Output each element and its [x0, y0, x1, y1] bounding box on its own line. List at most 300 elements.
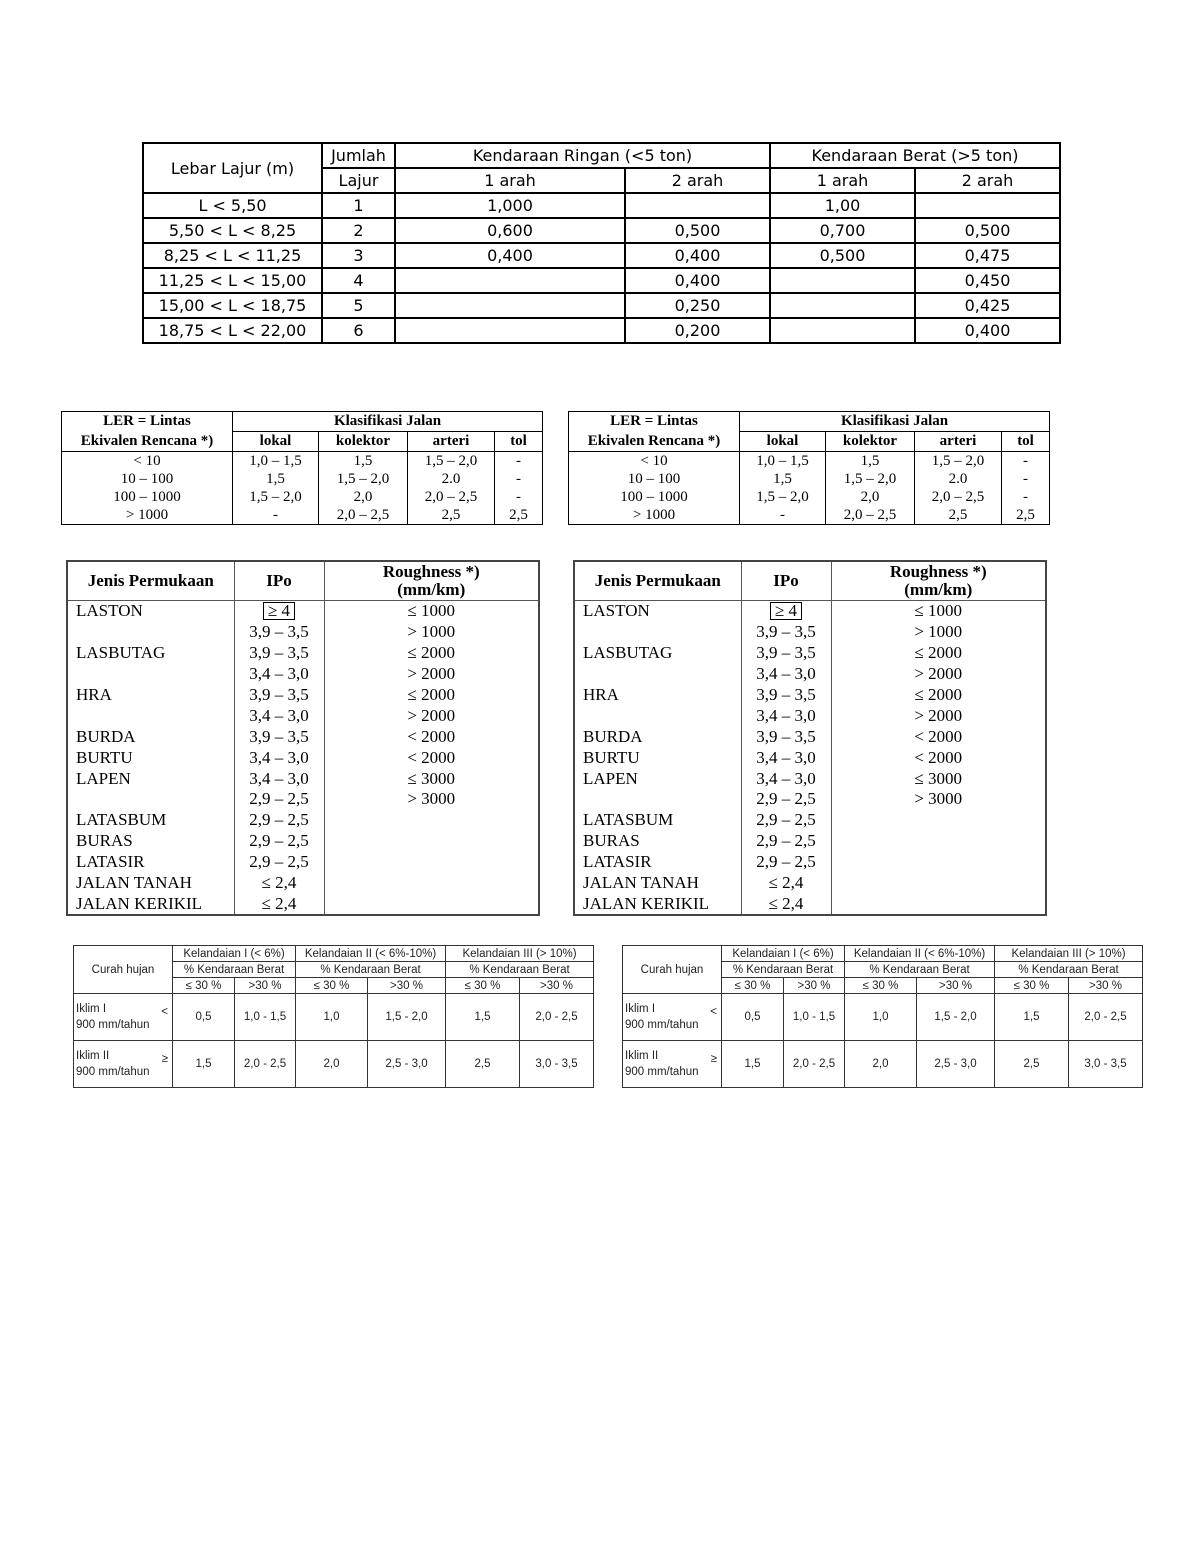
- hujan-iklim-symbol: <: [710, 1006, 717, 1018]
- ipo-cell-jenis: LASTON: [67, 601, 234, 622]
- ler-header-lokal: lokal: [740, 432, 826, 452]
- ipo-cell-ipo: 2,9 – 2,5: [234, 789, 324, 810]
- lajur-cell-berat-1arah: [770, 293, 915, 318]
- ipo-cell-ipo: 2,9 – 2,5: [741, 810, 831, 831]
- hujan-cell-value: 1,5 - 2,0: [917, 994, 995, 1041]
- hujan-header-k3: Kelandaian III (> 10%): [995, 946, 1143, 962]
- hujan-header-le30: ≤ 30 %: [446, 978, 520, 994]
- ipo-cell-ipo: ≤ 2,4: [234, 873, 324, 894]
- table-row: [67, 810, 539, 831]
- ipo-cell-roughness: > 2000: [324, 664, 539, 685]
- ipo-header-jenis: Jenis Permukaan: [67, 561, 234, 601]
- ler-cell-ler: > 1000: [62, 506, 233, 525]
- hujan-header-kb: % Kendaraan Berat: [995, 962, 1143, 978]
- table-row: [67, 643, 539, 664]
- table-row: [574, 831, 1046, 852]
- hujan-iklim-threshold: 900 mm/tahun: [625, 1066, 699, 1078]
- ipo-cell-ipo: 3,4 – 3,0: [234, 768, 324, 789]
- table-row: [574, 873, 1046, 894]
- lajur-cell-ringan-2arah: 0,250: [625, 293, 770, 318]
- hujan-cell-value: 1,5: [722, 1041, 784, 1088]
- ipo-cell-jenis: BURAS: [574, 831, 741, 852]
- lajur-cell-ringan-1arah: [395, 293, 625, 318]
- ipo-cell-roughness: [831, 810, 1046, 831]
- ler-header-tol: tol: [1002, 432, 1050, 452]
- ipo-cell-roughness: > 2000: [324, 705, 539, 726]
- lajur-cell-ringan-1arah: 0,600: [395, 218, 625, 243]
- table-row: [67, 768, 539, 789]
- ipo-cell-jenis: [574, 789, 741, 810]
- lajur-header-ringan-1arah: 1 arah: [395, 168, 625, 193]
- ipo-cell-roughness: > 1000: [324, 622, 539, 643]
- hujan-cell-iklim: [74, 994, 173, 1041]
- hujan-iklim-threshold: 900 mm/tahun: [625, 1019, 699, 1031]
- ler-cell-tol: -: [495, 488, 543, 506]
- ipo-cell-ipo: 3,9 – 3,5: [234, 685, 324, 706]
- lajur-cell-ringan-1arah: [395, 268, 625, 293]
- hujan-iklim-symbol: ≥: [710, 1053, 717, 1065]
- ipo-cell-roughness: > 2000: [831, 705, 1046, 726]
- hujan-cell-value: 0,5: [173, 994, 235, 1041]
- hujan-header-k3: Kelandaian III (> 10%): [446, 946, 594, 962]
- ipo-cell-ipo: 3,9 – 3,5: [741, 622, 831, 643]
- ipo-cell-ipo: 3,4 – 3,0: [741, 747, 831, 768]
- ipo-cell-roughness: ≤ 3000: [831, 768, 1046, 789]
- ler-cell-ler: < 10: [62, 452, 233, 471]
- hujan-header-le30: ≤ 30 %: [995, 978, 1069, 994]
- lajur-cell-lebar: 11,25 < L < 15,00: [143, 268, 322, 293]
- hujan-header-k1: Kelandaian I (< 6%): [722, 946, 845, 962]
- ler-cell-lokal: 1,5: [233, 470, 319, 488]
- table-row: [574, 685, 1046, 706]
- lajur-cell-berat-1arah: [770, 318, 915, 343]
- ler-cell-arteri: 2,5: [408, 506, 495, 525]
- table-row: [67, 789, 539, 810]
- ipo-cell-jenis: LASBUTAG: [574, 643, 741, 664]
- ipo-cell-ipo: 3,9 – 3,5: [234, 622, 324, 643]
- ipo-cell-jenis: BURAS: [67, 831, 234, 852]
- ler-cell-kolektor: 2,0 – 2,5: [319, 506, 408, 525]
- hujan-header-k2: Kelandaian II (< 6%-10%): [845, 946, 995, 962]
- ipo-cell-ipo: ≤ 2,4: [741, 893, 831, 915]
- ipo-cell-jenis: [67, 705, 234, 726]
- ipo-cell-jenis: LAPEN: [574, 768, 741, 789]
- hujan-header-le30: ≤ 30 %: [845, 978, 917, 994]
- lajur-header-ringan-2arah: 2 arah: [625, 168, 770, 193]
- hujan-header-gt30: >30 %: [235, 978, 296, 994]
- ler-cell-tol: 2,5: [1002, 506, 1050, 525]
- ipo-cell-ipo: 3,4 – 3,0: [234, 705, 324, 726]
- ipo-cell-roughness: [831, 852, 1046, 873]
- hujan-header-kb: % Kendaraan Berat: [845, 962, 995, 978]
- hujan-header-gt30: >30 %: [1069, 978, 1143, 994]
- table-row: [67, 705, 539, 726]
- ipo-cell-roughness: < 2000: [831, 747, 1046, 768]
- hujan-cell-value: 2,0 - 2,5: [784, 1041, 845, 1088]
- hujan-cell-value: 2,0 - 2,5: [1069, 994, 1143, 1041]
- ipo-cell-ipo: ≤ 2,4: [741, 873, 831, 894]
- ipo-cell-ipo: 3,4 – 3,0: [741, 768, 831, 789]
- ler-cell-lokal: -: [740, 506, 826, 525]
- ler-header-arteri: arteri: [408, 432, 495, 452]
- table-row: [67, 685, 539, 706]
- ler-cell-ler: > 1000: [569, 506, 740, 525]
- ipo-cell-jenis: [574, 622, 741, 643]
- lajur-cell-berat-2arah: 0,450: [915, 268, 1060, 293]
- hujan-cell-value: 2,5 - 3,0: [917, 1041, 995, 1088]
- ipo-table-body: [574, 601, 1046, 916]
- ipo-header-roughness-2: (mm/km): [397, 580, 466, 599]
- ipo-cell-jenis: JALAN KERIKIL: [67, 893, 234, 915]
- ler-header-klasifikasi: Klasifikasi Jalan: [233, 412, 543, 432]
- hujan-cell-value: 1,0: [296, 994, 368, 1041]
- hujan-header-gt30: >30 %: [520, 978, 594, 994]
- lajur-header-ringan: Kendaraan Ringan (<5 ton): [395, 143, 770, 168]
- ler-cell-lokal: 1,5: [740, 470, 826, 488]
- ipo-cell-jenis: BURDA: [574, 726, 741, 747]
- table-row: [143, 268, 1060, 293]
- ipo-header-ipo: IPo: [741, 561, 831, 601]
- ler-cell-lokal: -: [233, 506, 319, 525]
- hujan-header-gt30: >30 %: [917, 978, 995, 994]
- table-row: [569, 452, 1050, 471]
- hujan-cell-value: 1,0 - 1,5: [235, 994, 296, 1041]
- table-row: [569, 506, 1050, 525]
- hujan-cell-value: 0,5: [722, 994, 784, 1041]
- ler-header-arteri: arteri: [915, 432, 1002, 452]
- lajur-cell-jumlah: 2: [322, 218, 395, 243]
- lajur-cell-ringan-2arah: 0,500: [625, 218, 770, 243]
- table-row: [67, 873, 539, 894]
- ipo-cell-roughness: < 2000: [831, 726, 1046, 747]
- ipo-table-body: [67, 601, 539, 916]
- ipo-cell-ipo: 2,9 – 2,5: [234, 831, 324, 852]
- hujan-iklim-symbol: ≥: [161, 1053, 168, 1065]
- ler-cell-lokal: 1,0 – 1,5: [233, 452, 319, 471]
- ipo-cell-ipo: 3,4 – 3,0: [741, 705, 831, 726]
- ipo-header-jenis: Jenis Permukaan: [574, 561, 741, 601]
- lajur-cell-berat-1arah: [770, 268, 915, 293]
- table-row: [143, 218, 1060, 243]
- hujan-cell-iklim: [623, 1041, 722, 1088]
- hujan-iklim-label: Iklim I: [76, 1003, 107, 1015]
- hujan-cell-iklim: [623, 994, 722, 1041]
- table-row: [62, 470, 543, 488]
- ipo-cell-roughness: [324, 893, 539, 915]
- ipo-cell-roughness: [831, 893, 1046, 915]
- hujan-iklim-label: Iklim II: [625, 1050, 659, 1062]
- hujan-header-k1: Kelandaian I (< 6%): [173, 946, 296, 962]
- table-row: [143, 193, 1060, 218]
- lajur-table: [142, 142, 1061, 344]
- ipo-cell-roughness: ≤ 3000: [324, 768, 539, 789]
- ipo-cell-roughness: > 1000: [831, 622, 1046, 643]
- lajur-header-berat: Kendaraan Berat (>5 ton): [770, 143, 1060, 168]
- hujan-cell-value: 1,5: [446, 994, 520, 1041]
- ipo-cell-roughness: ≤ 2000: [831, 643, 1046, 664]
- ipo-cell-jenis: BURTU: [574, 747, 741, 768]
- table-row: [67, 831, 539, 852]
- table-row: [67, 664, 539, 685]
- table-row: [143, 293, 1060, 318]
- lajur-header-berat-2arah: 2 arah: [915, 168, 1060, 193]
- hujan-header-gt30: >30 %: [784, 978, 845, 994]
- ler-header-ler: LER = Lintas: [569, 412, 740, 432]
- ipo-cell-roughness: > 3000: [324, 789, 539, 810]
- ler-cell-kolektor: 2,0: [319, 488, 408, 506]
- ipo-cell-ipo: ≤ 2,4: [234, 893, 324, 915]
- hujan-header-kb: % Kendaraan Berat: [296, 962, 446, 978]
- ipo-header-roughness-2: (mm/km): [904, 580, 973, 599]
- ipo-cell-jenis: JALAN KERIKIL: [574, 893, 741, 915]
- table-row: [143, 243, 1060, 268]
- hujan-cell-value: 2,0: [845, 1041, 917, 1088]
- table-row: [74, 994, 594, 1041]
- hujan-cell-value: 1,5 - 2,0: [368, 994, 446, 1041]
- ipo-header-roughness: [324, 561, 539, 601]
- ipo-cell-ipo: 3,9 – 3,5: [741, 643, 831, 664]
- lajur-cell-jumlah: 5: [322, 293, 395, 318]
- hujan-cell-iklim: [74, 1041, 173, 1088]
- table-row: [62, 506, 543, 525]
- ipo-boxed-value: ≥ 4: [770, 602, 802, 620]
- ipo-cell-roughness: > 3000: [831, 789, 1046, 810]
- table-row: [143, 318, 1060, 343]
- ler-cell-lokal: 1,0 – 1,5: [740, 452, 826, 471]
- ler-cell-tol: -: [1002, 452, 1050, 471]
- ler-table-body: [569, 452, 1050, 525]
- ipo-cell-ipo: 2,9 – 2,5: [234, 810, 324, 831]
- hujan-cell-value: 1,0 - 1,5: [784, 994, 845, 1041]
- lajur-cell-ringan-1arah: 1,000: [395, 193, 625, 218]
- lajur-cell-lebar: L < 5,50: [143, 193, 322, 218]
- ler-cell-arteri: 2,0 – 2,5: [915, 488, 1002, 506]
- ipo-cell-ipo: 2,9 – 2,5: [741, 831, 831, 852]
- lajur-cell-lebar: 5,50 < L < 8,25: [143, 218, 322, 243]
- table-row: [67, 852, 539, 873]
- lajur-cell-jumlah: 4: [322, 268, 395, 293]
- lajur-cell-berat-1arah: 0,700: [770, 218, 915, 243]
- ipo-cell-ipo: 2,9 – 2,5: [741, 852, 831, 873]
- ipo-cell-jenis: [574, 705, 741, 726]
- hujan-header-kb: % Kendaraan Berat: [446, 962, 594, 978]
- ipo-cell-ipo: [234, 601, 324, 622]
- ler-cell-tol: -: [1002, 488, 1050, 506]
- ler-table-body: [62, 452, 543, 525]
- ipo-cell-roughness: < 2000: [324, 747, 539, 768]
- hujan-header-curah: Curah hujan: [623, 946, 722, 994]
- hujan-cell-value: 2,0 - 2,5: [520, 994, 594, 1041]
- lajur-header-jumlah: Jumlah: [322, 143, 395, 168]
- table-row: [574, 852, 1046, 873]
- lajur-cell-ringan-1arah: 0,400: [395, 243, 625, 268]
- table-row: [574, 726, 1046, 747]
- ipo-cell-roughness: [324, 873, 539, 894]
- ipo-cell-ipo: [741, 601, 831, 622]
- ler-cell-kolektor: 1,5 – 2,0: [826, 470, 915, 488]
- hujan-table-left: [73, 945, 594, 1088]
- hujan-header-kb: % Kendaraan Berat: [722, 962, 845, 978]
- ler-cell-tol: 2,5: [495, 506, 543, 525]
- ler-cell-ler: < 10: [569, 452, 740, 471]
- ipo-cell-jenis: HRA: [574, 685, 741, 706]
- lajur-cell-berat-2arah: 0,500: [915, 218, 1060, 243]
- ipo-cell-roughness: [831, 831, 1046, 852]
- ipo-cell-roughness: [831, 873, 1046, 894]
- ipo-cell-roughness: ≤ 2000: [324, 643, 539, 664]
- ipo-cell-roughness: ≤ 1000: [324, 601, 539, 622]
- ler-cell-kolektor: 1,5: [319, 452, 408, 471]
- hujan-header-kb: % Kendaraan Berat: [173, 962, 296, 978]
- ipo-cell-roughness: ≤ 2000: [324, 685, 539, 706]
- lajur-cell-berat-1arah: 1,00: [770, 193, 915, 218]
- ler-table-left: [61, 411, 543, 525]
- ipo-cell-ipo: 3,9 – 3,5: [741, 685, 831, 706]
- table-row: [62, 452, 543, 471]
- lajur-table-body: [143, 193, 1060, 343]
- ipo-cell-roughness: < 2000: [324, 726, 539, 747]
- ipo-cell-jenis: LATASIR: [67, 852, 234, 873]
- ipo-cell-roughness: [324, 810, 539, 831]
- hujan-header-k2: Kelandaian II (< 6%-10%): [296, 946, 446, 962]
- ler-cell-tol: -: [495, 452, 543, 471]
- ler-cell-kolektor: 2,0: [826, 488, 915, 506]
- ipo-cell-ipo: 3,9 – 3,5: [741, 726, 831, 747]
- ler-header-ekivalen: Ekivalen Rencana *): [569, 432, 740, 452]
- lajur-cell-berat-2arah: 0,400: [915, 318, 1060, 343]
- lajur-cell-ringan-2arah: 0,400: [625, 268, 770, 293]
- ler-cell-tol: -: [495, 470, 543, 488]
- hujan-cell-value: 3,0 - 3,5: [1069, 1041, 1143, 1088]
- ipo-cell-jenis: [574, 664, 741, 685]
- ipo-cell-jenis: LASBUTAG: [67, 643, 234, 664]
- ipo-cell-jenis: JALAN TANAH: [574, 873, 741, 894]
- ipo-cell-roughness: ≤ 1000: [831, 601, 1046, 622]
- ipo-header-roughness-1: Roughness *): [889, 562, 987, 581]
- table-row: [574, 768, 1046, 789]
- table-row: [574, 664, 1046, 685]
- ipo-header-roughness-1: Roughness *): [382, 562, 480, 581]
- hujan-header-le30: ≤ 30 %: [296, 978, 368, 994]
- ler-cell-lokal: 1,5 – 2,0: [233, 488, 319, 506]
- ler-cell-kolektor: 1,5 – 2,0: [319, 470, 408, 488]
- lajur-header-berat-1arah: 1 arah: [770, 168, 915, 193]
- hujan-iklim-label: Iklim I: [625, 1003, 656, 1015]
- table-row: [67, 601, 539, 622]
- ler-cell-arteri: 2.0: [408, 470, 495, 488]
- ler-header-lokal: lokal: [233, 432, 319, 452]
- ipo-header-ipo: IPo: [234, 561, 324, 601]
- ler-header-ekivalen: Ekivalen Rencana *): [62, 432, 233, 452]
- ler-cell-ler: 10 – 100: [569, 470, 740, 488]
- hujan-cell-value: 1,5: [995, 994, 1069, 1041]
- ler-cell-tol: -: [1002, 470, 1050, 488]
- hujan-cell-value: 2,5: [995, 1041, 1069, 1088]
- ler-cell-ler: 10 – 100: [62, 470, 233, 488]
- hujan-cell-value: 1,5: [173, 1041, 235, 1088]
- ler-cell-arteri: 2.0: [915, 470, 1002, 488]
- lajur-cell-ringan-1arah: [395, 318, 625, 343]
- ler-cell-kolektor: 1,5: [826, 452, 915, 471]
- table-row: [574, 601, 1046, 622]
- ipo-cell-roughness: [324, 831, 539, 852]
- ler-table-right: [568, 411, 1050, 525]
- lajur-cell-berat-2arah: [915, 193, 1060, 218]
- table-row: [574, 893, 1046, 915]
- table-row: [574, 789, 1046, 810]
- ipo-cell-ipo: 3,9 – 3,5: [234, 643, 324, 664]
- table-row: [569, 488, 1050, 506]
- ipo-cell-jenis: BURTU: [67, 747, 234, 768]
- lajur-cell-jumlah: 6: [322, 318, 395, 343]
- ler-cell-arteri: 1,5 – 2,0: [915, 452, 1002, 471]
- table-row: [67, 726, 539, 747]
- lajur-cell-berat-2arah: 0,425: [915, 293, 1060, 318]
- hujan-cell-value: 1,0: [845, 994, 917, 1041]
- table-row: [67, 893, 539, 915]
- table-row: [574, 747, 1046, 768]
- ipo-cell-jenis: [67, 789, 234, 810]
- hujan-cell-value: 2,0 - 2,5: [235, 1041, 296, 1088]
- ipo-cell-jenis: BURDA: [67, 726, 234, 747]
- lajur-cell-lebar: 8,25 < L < 11,25: [143, 243, 322, 268]
- hujan-iklim-threshold: 900 mm/tahun: [76, 1019, 150, 1031]
- lajur-cell-ringan-2arah: 0,200: [625, 318, 770, 343]
- hujan-table-body: [623, 994, 1143, 1088]
- hujan-cell-value: 2,0: [296, 1041, 368, 1088]
- table-row: [574, 622, 1046, 643]
- hujan-cell-value: 2,5: [446, 1041, 520, 1088]
- hujan-cell-value: 2,5 - 3,0: [368, 1041, 446, 1088]
- hujan-iklim-symbol: <: [161, 1006, 168, 1018]
- ler-header-tol: tol: [495, 432, 543, 452]
- ipo-cell-roughness: ≤ 2000: [831, 685, 1046, 706]
- ipo-cell-ipo: 3,4 – 3,0: [234, 747, 324, 768]
- lajur-cell-ringan-2arah: [625, 193, 770, 218]
- ipo-cell-jenis: LATASIR: [574, 852, 741, 873]
- ipo-cell-jenis: HRA: [67, 685, 234, 706]
- ipo-cell-roughness: [324, 852, 539, 873]
- ler-cell-arteri: 2,5: [915, 506, 1002, 525]
- ipo-cell-ipo: 3,4 – 3,0: [234, 664, 324, 685]
- lajur-header-lebar: Lebar Lajur (m): [143, 143, 322, 193]
- lajur-cell-jumlah: 1: [322, 193, 395, 218]
- ler-cell-lokal: 1,5 – 2,0: [740, 488, 826, 506]
- table-row: [574, 810, 1046, 831]
- ipo-cell-ipo: 3,4 – 3,0: [741, 664, 831, 685]
- hujan-cell-value: 3,0 - 3,5: [520, 1041, 594, 1088]
- ipo-cell-jenis: LATASBUM: [574, 810, 741, 831]
- ler-cell-kolektor: 2,0 – 2,5: [826, 506, 915, 525]
- ler-header-klasifikasi: Klasifikasi Jalan: [740, 412, 1050, 432]
- ipo-cell-jenis: LAPEN: [67, 768, 234, 789]
- hujan-iklim-threshold: 900 mm/tahun: [76, 1066, 150, 1078]
- table-row: [623, 1041, 1143, 1088]
- ipo-cell-jenis: [67, 622, 234, 643]
- ipo-cell-jenis: LATASBUM: [67, 810, 234, 831]
- ipo-table-left: [66, 560, 540, 916]
- ipo-cell-ipo: 2,9 – 2,5: [741, 789, 831, 810]
- lajur-cell-berat-2arah: 0,475: [915, 243, 1060, 268]
- ipo-boxed-value: ≥ 4: [263, 602, 295, 620]
- ipo-cell-jenis: JALAN TANAH: [67, 873, 234, 894]
- ler-cell-ler: 100 – 1000: [62, 488, 233, 506]
- table-row: [574, 705, 1046, 726]
- table-row: [62, 488, 543, 506]
- ler-cell-arteri: 2,0 – 2,5: [408, 488, 495, 506]
- ler-cell-arteri: 1,5 – 2,0: [408, 452, 495, 471]
- ler-header-kolektor: kolektor: [319, 432, 408, 452]
